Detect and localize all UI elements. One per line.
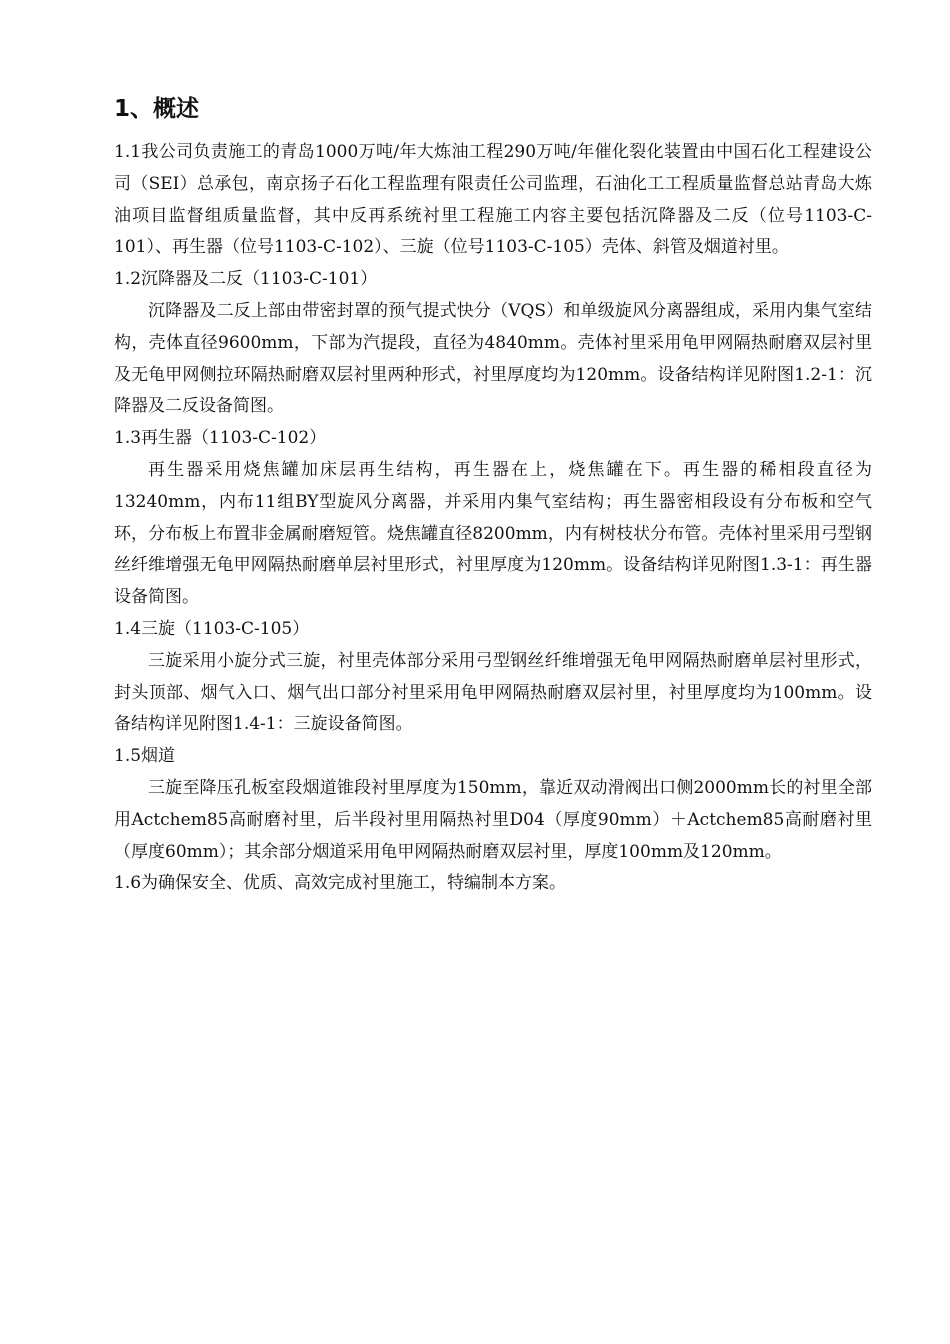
subheading-1-2: 1.2沉降器及二反（1103-C-101）	[114, 269, 378, 290]
paragraph-1-3: 再生器采用烧焦罐加床层再生结构，再生器在上，烧焦罐在下。再生器的稀相段直径为13240mm，内布11组BY型旋风分离器，并采用内集气室结构；再生器密相段设有分布板和空气环，分布板上布置非金属耐磨短管。烧焦罐直径8200mm，内有树枝状分布管。壳体衬里采用弓型钢丝纤维增强无龟甲网隔热耐磨单层衬里形式，衬里厚度为120mm。设备结构详见附图1.3-1：再生器设备简图。	[114, 459, 872, 608]
paragraph-1-4: 三旋采用小旋分式三旋，衬里壳体部分采用弓型钢丝纤维增强无龟甲网隔热耐磨单层衬里形式，封头顶部、烟气入口、烟气出口部分衬里采用龟甲网隔热耐磨双层衬里，衬里厚度均为100mm。设备结构详见附图1.4-1：三旋设备简图。	[114, 650, 872, 735]
section-heading: 1、概述	[114, 96, 200, 122]
subheading-1-3: 1.3再生器（1103-C-102）	[114, 428, 327, 449]
paragraph-1-5: 三旋至降压孔板室段烟道锥段衬里厚度为150mm，靠近双动滑阀出口侧2000mm长的衬里全部用Actchem85高耐磨衬里，后半段衬里用隔热衬里D04（厚度90mm）＋Actchem85高耐磨衬里（厚度60mm）；其余部分烟道采用龟甲网隔热耐磨双层衬里，厚度100mm及120mm。	[114, 777, 872, 862]
subheading-1-5: 1.5烟道	[114, 746, 176, 767]
paragraph-1-2: 沉降器及二反上部由带密封罩的预气提式快分（VQS）和单级旋风分离器组成，采用内集气室结构，壳体直径9600mm，下部为汽提段，直径为4840mm。壳体衬里采用龟甲网隔热耐磨双层衬里及无龟甲网侧拉环隔热耐磨双层衬里两种形式，衬里厚度均为120mm。设备结构详见附图1.2-1：沉降器及二反设备简图。	[114, 300, 872, 417]
section-body	[114, 137, 872, 900]
subheading-1-4: 1.4三旋（1103-C-105）	[114, 618, 310, 639]
paragraph-1-6: 1.6为确保安全、优质、高效完成衬里施工，特编制本方案。	[114, 873, 567, 894]
paragraph-1-1: 1.1我公司负责施工的青岛1000万吨/年大炼油工程290万吨/年催化裂化装置由中国石化工程建设公司（SEI）总承包，南京扬子石化工程监理有限责任公司监理，石油化工工程质量监督总站青岛大炼油项目监督组质量监督，其中反再系统衬里工程施工内容主要包括沉降器及二反（位号1103-C-101）、再生器（位号1103-C-102）、三旋（位号1103-C-105）壳体、斜管及烟道衬里。	[114, 142, 872, 258]
